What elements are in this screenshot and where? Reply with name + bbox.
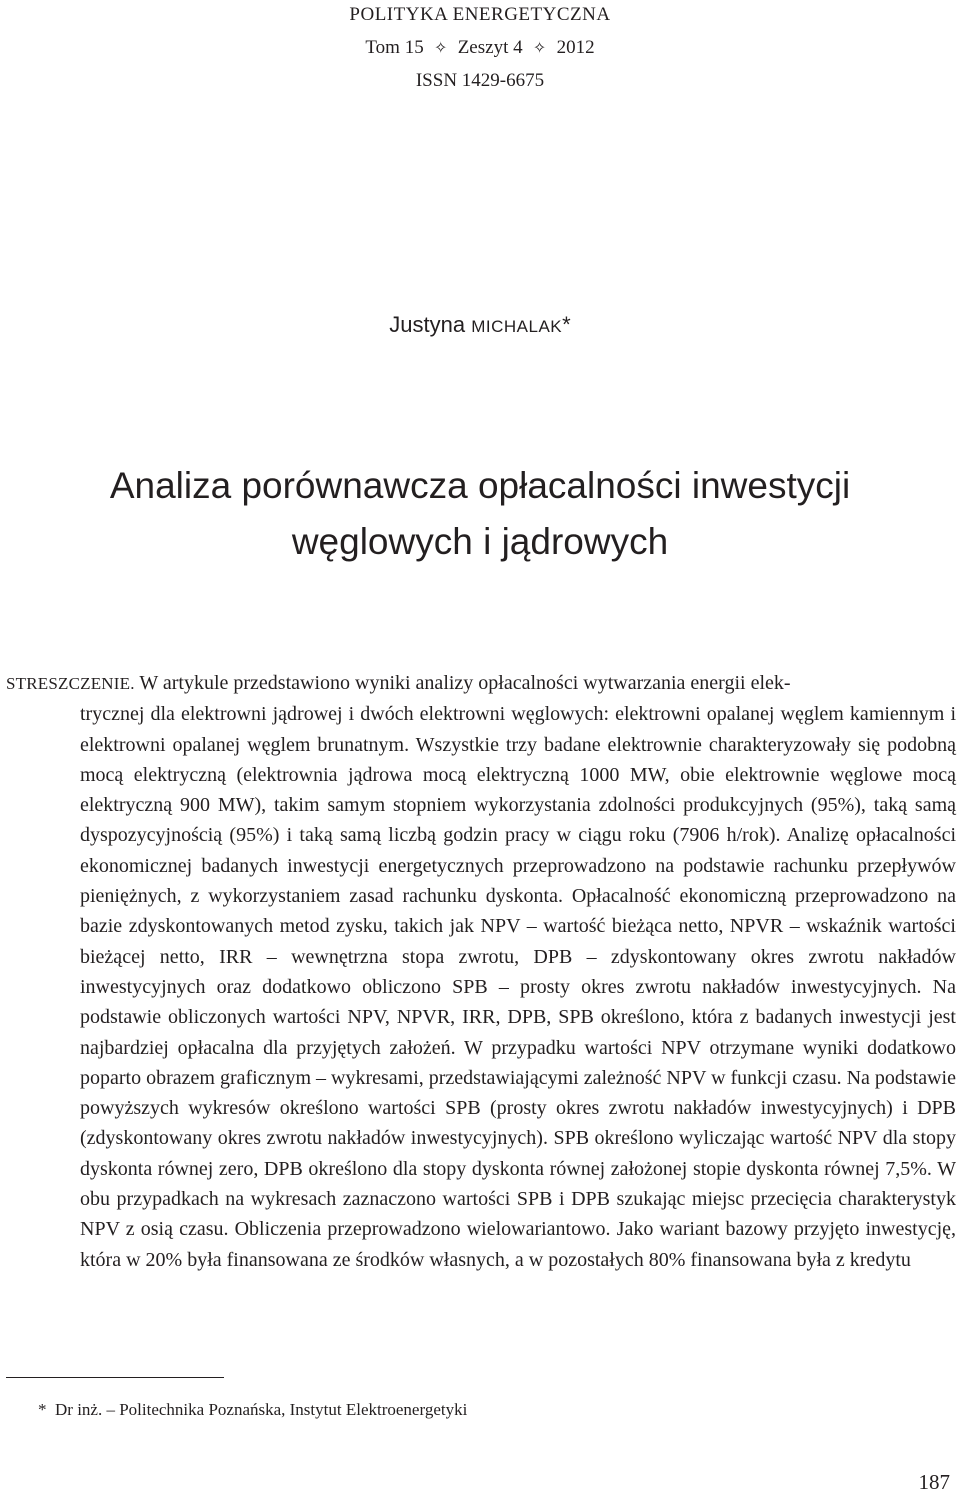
journal-name: POLITYKA ENERGETYCZNA [349, 4, 611, 25]
author-marker: * [562, 312, 571, 337]
footnote-text: Dr inż. – Politechnika Poznańska, Instytut Elektroenergetyki [55, 1400, 468, 1419]
article-title [0, 458, 960, 570]
issue: Zeszyt 4 [457, 37, 523, 58]
year: 2012 [556, 37, 595, 58]
author-line [0, 312, 960, 338]
four-point-star-icon: ✧ [532, 40, 547, 57]
journal-header [0, 0, 960, 101]
footnote-marker: * [38, 1400, 47, 1419]
abstract-first-line [6, 668, 956, 699]
author-first-name: Justyna [389, 312, 466, 337]
title-line-2: węglowych i jądrowych [291, 521, 669, 562]
page-number: 187 [918, 1470, 950, 1494]
volume: Tom 15 [365, 37, 424, 58]
abstract [6, 668, 956, 1275]
abstract-first-line-text: W artykule przedstawiono wyniki analizy opłacalności wytwarzania energii elek- [139, 672, 791, 694]
footnote-rule [6, 1377, 224, 1378]
issn: ISSN 1429-6675 [415, 70, 545, 91]
four-point-star-icon: ✧ [434, 40, 448, 57]
footnote [38, 1400, 467, 1420]
abstract-lead: STRESZCZENIE. [6, 674, 135, 693]
author-last-name: MICHALAK [471, 317, 563, 336]
abstract-body-block [6, 699, 956, 1275]
title-line-1: Analiza porównawcza opłacalności inwestycji [109, 465, 851, 506]
abstract-body: trycznej dla elektrowni jądrowej i dwóch elektrowni węglowych: elektrowni opalanej węglem kamiennym i elektrowni opalanej węglem brunatnym. Wszystkie trzy badane elektrownie charakteryzowały się podobną mocą elektryczną (elektrownia jądrowa mocą elektryczną 1000 MW, obie elektrownie węglowe mocą elektryczną 900 MW), takim samym stopniem wykorzystania zdolności produkcyjnych (95%), taką samą dyspozycyjnością (95%) i taką samą liczbą godzin pracy w ciągu roku (7906 h/rok). Analizę opłacalności ekonomicznej badanych inwestycji energetycznych przeprowadzono na podstawie rachunku przepływów pieniężnych, z wykorzystaniem zasad rachunku dyskonta. Opłacalność ekonomiczną przeprowadzono na bazie zdyskontowanych metod zysku, takich jak NPV – wartość bieżąca netto, NPVR – wskaźnik wartości bieżącej netto, IRR – wewnętrzna stopa zwrotu, DPB – zdyskontowany okres zwrotu nakładów inwestycyjnych oraz dodatkowo obliczono SPB – prosty okres zwrotu nakładów inwestycyjnych. Na podstawie obliczonych wartości NPV, NPVR, IRR, DPB, SPB określono, która z badanych inwestycji jest najbardziej opłacalna dla przyjętych założeń. W przypadku wartości NPV otrzymane wyniki dodatkowo poparto obrazem graficznym – wykresami, przedstawiającymi zależność NPV w funkcji czasu. Na podstawie powyższych wykresów określono wartości SPB (prosty okres zwrotu nakładów inwestycyjnych) i DPB (zdyskontowany okres zwrotu nakładów inwestycyjnych). SPB określono wyliczając wartość NPV dla stopy dyskonta równej zero, DPB określono dla stopy dyskonta równej założonej stopie dyskonta równej 7,5%. W obu przypadkach na wykresach zaznaczono wartości SPB i DPB szukając miejsc przecięcia charakterystyk NPV z osią czasu. Obliczenia przeprowadzono wielowariantowo. Jako wariant bazowy przyjęto inwestycję, która w 20% była finansowana ze środków własnych, a w pozostałych 80% finansowana była z kredytu [80, 703, 956, 1271]
volume-issue-line [0, 35, 960, 68]
